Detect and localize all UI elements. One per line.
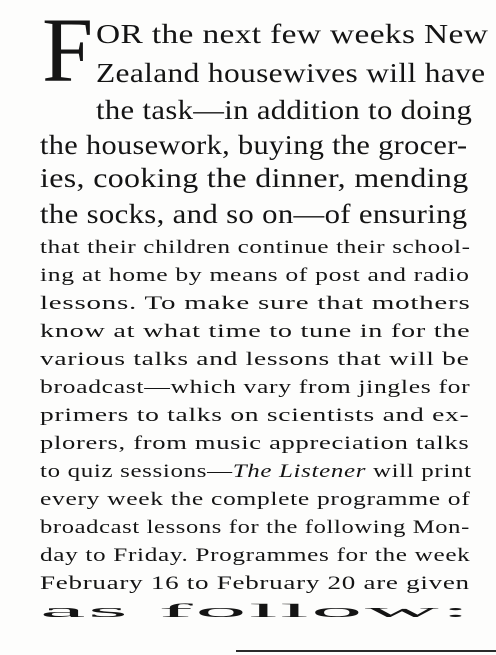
text-line-4: the housework, buying the grocer- [40, 130, 468, 160]
text-line-7: that their children continue their school- [40, 237, 471, 258]
text-line-13: primers to talks on scientists and ex- [40, 405, 470, 426]
text-line-16: every week the complete programme of [40, 489, 471, 510]
text-line-17: broadcast lessons for the following Mon- [40, 517, 470, 538]
text-line-6: the socks, and so on—of ensuring [40, 199, 468, 229]
text-line-15-tail: will print [366, 461, 472, 482]
text-line-8: ing at home by means of post and radio [40, 265, 470, 286]
text-line-14: plorers, from music appreciation talks [40, 433, 470, 454]
text-line-9: lessons. To make sure that mothers [40, 293, 471, 314]
text-line-5: ies, cooking the dinner, mending [40, 163, 469, 193]
text-line-11: various talks and lessons that will be [40, 349, 470, 370]
text-line-10: know at what time to tune in for the [40, 321, 471, 342]
bottom-divider [236, 650, 496, 652]
text-line-15-head: to quiz sessions— [40, 461, 233, 482]
publication-title: The Listener [232, 461, 367, 482]
drop-cap: F [42, 0, 94, 101]
text-line-15 [40, 461, 472, 483]
text-line-3: the task—in addition to doing [96, 95, 473, 125]
text-line-1: OR the next few weeks New [96, 19, 489, 49]
text-line-20: as follow: [40, 601, 473, 622]
text-line-12: broadcast—which vary from jingles for [40, 377, 471, 398]
text-line-18: day to Friday. Programmes for the week [40, 545, 471, 566]
text-line-19: February 16 to February 20 are given [40, 573, 470, 594]
text-line-2: Zealand housewives will have [96, 58, 486, 88]
